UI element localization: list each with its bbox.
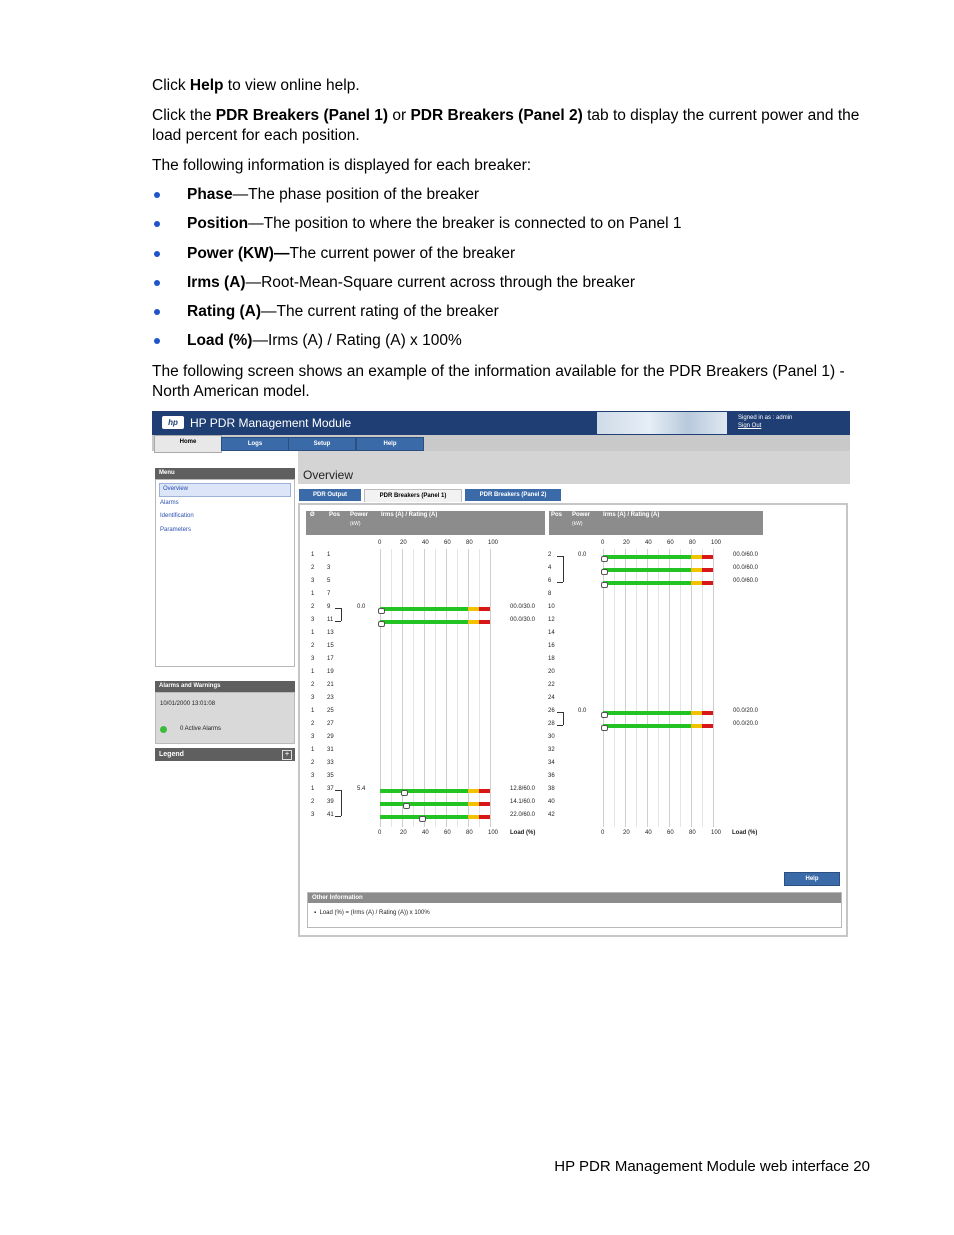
load-marker-icon <box>378 621 385 627</box>
load-bar-yellow <box>468 620 479 624</box>
irms-rating-value: 00.0/60.0 <box>733 578 759 585</box>
scale-tick: 40 <box>422 830 429 836</box>
tab-help[interactable]: Help <box>356 437 424 451</box>
pos-cell: 23 <box>327 695 334 702</box>
overview-bar <box>298 451 850 484</box>
gridline <box>380 549 381 827</box>
phase-cell: 1 <box>311 552 315 558</box>
load-label: Load (%) <box>732 830 758 836</box>
scale-tick: 100 <box>711 540 722 546</box>
menu-item-identification[interactable]: Identification <box>160 513 194 519</box>
scale-tick: 0 <box>378 830 382 836</box>
header-phase-left: Ø <box>310 512 315 518</box>
load-label: Load (%) <box>510 830 536 836</box>
menu-box <box>155 479 295 667</box>
header-pos-right: Pos <box>551 512 563 518</box>
scale-tick: 100 <box>711 830 722 836</box>
pos-cell: 3 <box>327 565 331 572</box>
tab-pdr-breakers-panel-1[interactable]: PDR Breakers (Panel 1) <box>364 489 462 502</box>
pos-cell: 37 <box>327 786 334 793</box>
pos-cell: 32 <box>548 747 555 754</box>
help-button[interactable]: Help <box>784 872 840 886</box>
header-irms-left: Irms (A) / Rating (A) <box>381 512 438 518</box>
irms-rating-value: 00.0/60.0 <box>733 565 759 572</box>
bullet-item: Rating (A)—The current rating of the breaker <box>152 302 872 331</box>
load-bar-yellow <box>468 607 479 611</box>
load-marker-icon <box>403 803 410 809</box>
irms-rating-value: 00.0/60.0 <box>733 552 759 558</box>
pos-cell: 22 <box>548 682 555 689</box>
phase-cell: 1 <box>311 591 315 598</box>
load-bar-red <box>479 815 490 819</box>
power-value: 0.0 <box>578 708 587 715</box>
phase-cell: 1 <box>311 786 315 793</box>
pos-cell: 6 <box>548 578 552 585</box>
other-info-header: Other Information <box>308 893 841 903</box>
pos-cell: 30 <box>548 734 555 741</box>
alarm-time: 10/01/2000 13:01:08 <box>160 701 216 707</box>
header-power-right: Power (kW) <box>572 512 591 527</box>
gridline <box>702 549 703 827</box>
phase-cell: 3 <box>311 578 315 585</box>
pos-cell: 20 <box>548 669 555 676</box>
group-bracket <box>335 608 341 609</box>
group-bracket <box>335 816 341 817</box>
pos-cell: 42 <box>548 812 555 819</box>
phase-cell: 2 <box>311 799 315 806</box>
menu-item-parameters[interactable]: Parameters <box>160 526 192 533</box>
scale-tick: 100 <box>488 830 499 836</box>
load-bar-yellow <box>691 581 702 585</box>
phase-cell: 1 <box>311 747 315 754</box>
phase-cell: 1 <box>311 708 315 715</box>
phase-cell: 3 <box>311 617 315 624</box>
gridline <box>603 549 604 827</box>
pos-cell: 40 <box>548 799 555 806</box>
legend-header[interactable]: Legend + <box>155 748 295 761</box>
alarms-header: Alarms and Warnings <box>155 681 295 692</box>
paragraph-info-intro: The following information is displayed for each breaker: <box>152 157 532 174</box>
load-bar-red <box>702 724 713 728</box>
header-power-left: Power (kW) <box>350 512 369 527</box>
pos-cell: 25 <box>327 708 334 715</box>
load-bar-red <box>479 607 490 611</box>
sign-out-link[interactable]: Sign Out <box>738 423 762 429</box>
pos-cell: 11 <box>327 617 334 624</box>
power-value: 5.4 <box>357 786 366 793</box>
app-title: HP PDR Management Module <box>190 416 352 430</box>
pos-cell: 16 <box>548 643 555 650</box>
scale-tick: 60 <box>444 830 451 836</box>
phase-cell: 3 <box>311 734 315 741</box>
power-value: 0.0 <box>357 604 366 611</box>
menu-item-alarms[interactable]: Alarms <box>160 499 179 506</box>
bullet-dot-icon <box>154 221 160 227</box>
pos-cell: 13 <box>327 630 334 637</box>
header-irms-right: Irms (A) / Rating (A) <box>603 512 660 518</box>
scale-tick: 40 <box>645 830 652 836</box>
active-alarms: 0 Active Alarms <box>180 726 222 732</box>
gridline <box>680 549 681 827</box>
load-bar-yellow <box>468 802 479 806</box>
pos-cell: 1 <box>327 552 331 558</box>
gridline <box>691 549 692 827</box>
load-bar-red <box>479 620 490 624</box>
group-bracket <box>557 556 563 557</box>
group-bracket <box>335 790 341 791</box>
bullet-item: Load (%)—Irms (A) / Rating (A) x 100% <box>152 331 872 360</box>
bullet-list <box>152 185 872 361</box>
gridline <box>490 549 491 827</box>
page-footer: HP PDR Management Module web interface 20 <box>554 1158 870 1175</box>
expand-icon[interactable]: + <box>282 750 292 760</box>
load-marker-icon <box>378 608 385 614</box>
load-bar-green <box>380 802 468 806</box>
group-bracket <box>341 790 342 816</box>
pos-cell: 7 <box>327 591 331 598</box>
bullet-dot-icon <box>154 309 160 315</box>
group-bracket <box>563 556 564 582</box>
bullet-item: Phase—The phase position of the breaker <box>152 185 872 214</box>
gridline <box>479 549 480 827</box>
irms-rating-value: 00.0/20.0 <box>733 721 759 728</box>
pos-cell: 27 <box>327 721 334 728</box>
tab-home[interactable]: Home <box>154 435 222 453</box>
load-marker-icon <box>401 790 408 796</box>
load-bar-green <box>603 555 691 559</box>
paragraph-breakers: Click the PDR Breakers (Panel 1) or PDR Breakers (Panel 2) tab to display the current power and the load percent for each position. <box>152 107 860 144</box>
scale-tick: 20 <box>623 830 630 836</box>
scale-tick: 80 <box>689 540 696 546</box>
load-bar-yellow <box>468 789 479 793</box>
phase-cell: 2 <box>311 565 315 572</box>
bullet-dot-icon <box>154 338 160 344</box>
paragraph-help: Click Help to view online help. <box>152 77 360 94</box>
scale-tick: 100 <box>488 540 499 546</box>
pos-cell: 24 <box>548 695 555 702</box>
scale-tick: 20 <box>623 540 630 546</box>
pos-cell: 41 <box>327 812 334 819</box>
pos-cell: 28 <box>548 721 555 728</box>
gridline <box>647 549 648 827</box>
gridline <box>457 549 458 827</box>
check-ok-icon <box>160 726 167 733</box>
phase-cell: 1 <box>311 669 315 676</box>
header-pos-left: Pos <box>329 512 341 518</box>
other-info-box <box>307 892 842 928</box>
scale-tick: 0 <box>601 830 605 836</box>
load-bar-yellow <box>691 555 702 559</box>
tab-logs[interactable]: Logs <box>221 437 289 451</box>
gridline <box>636 549 637 827</box>
gridline <box>424 549 425 827</box>
pdr-screenshot <box>152 411 850 939</box>
irms-rating-value: 00.0/30.0 <box>510 617 536 624</box>
pos-cell: 2 <box>548 552 552 558</box>
group-bracket <box>557 712 563 713</box>
load-bar-green <box>380 789 468 793</box>
header-image <box>597 412 727 434</box>
help-term: Help <box>189 77 224 94</box>
pos-cell: 12 <box>548 617 555 624</box>
load-bar-red <box>702 581 713 585</box>
pos-cell: 36 <box>548 773 555 780</box>
menu-item-overview[interactable]: Overview <box>159 483 291 497</box>
load-bar-red <box>702 711 713 715</box>
load-bar-yellow <box>468 815 479 819</box>
pos-cell: 33 <box>327 760 334 767</box>
bullet-dot-icon <box>154 280 160 286</box>
phase-cell: 3 <box>311 773 315 780</box>
bullet-item: Position—The position to where the breaker is connected to on Panel 1 <box>152 214 872 243</box>
pos-cell: 34 <box>548 760 555 767</box>
gridline <box>435 549 436 827</box>
load-bar-red <box>479 802 490 806</box>
bullet-dot-icon <box>154 251 160 257</box>
tab-pdr-output[interactable]: PDR Output <box>299 489 361 501</box>
pos-cell: 29 <box>327 734 334 741</box>
load-marker-icon <box>601 712 608 718</box>
app-header <box>152 411 850 435</box>
pos-cell: 8 <box>548 591 552 598</box>
load-bar-red <box>702 568 713 572</box>
scale-tick: 60 <box>667 540 674 546</box>
phase-cell: 2 <box>311 643 315 650</box>
power-value: 0.0 <box>578 552 587 558</box>
left-sidebar <box>155 468 295 761</box>
bullet-item: Irms (A)—Root-Mean-Square current across through the breaker <box>152 273 872 302</box>
phase-cell: 3 <box>311 812 315 819</box>
load-bar-yellow <box>691 724 702 728</box>
pos-cell: 10 <box>548 604 555 611</box>
load-marker-icon <box>601 725 608 731</box>
tab-pdr-breakers-panel-2[interactable]: PDR Breakers (Panel 2) <box>465 489 561 501</box>
scale-tick: 0 <box>378 540 382 546</box>
pos-cell: 15 <box>327 643 334 650</box>
scale-tick: 60 <box>667 830 674 836</box>
group-bracket <box>335 621 341 622</box>
scale-tick: 40 <box>645 540 652 546</box>
load-bar-red <box>479 789 490 793</box>
gridline <box>658 549 659 827</box>
scale-tick: 0 <box>601 540 605 546</box>
pos-cell: 39 <box>327 799 334 806</box>
scale-tick: 80 <box>689 830 696 836</box>
scale-tick: 80 <box>466 540 473 546</box>
pos-cell: 14 <box>548 630 555 637</box>
pos-cell: 18 <box>548 656 555 663</box>
gridline <box>402 549 403 827</box>
irms-rating-value: 00.0/30.0 <box>510 604 536 611</box>
irms-rating-value: 12.8/60.0 <box>510 786 536 793</box>
scale-tick: 20 <box>400 830 407 836</box>
gridline <box>468 549 469 827</box>
pos-cell: 21 <box>327 682 334 689</box>
irms-rating-value: 14.1/60.0 <box>510 799 536 806</box>
irms-rating-value: 22.0/60.0 <box>510 812 536 819</box>
group-bracket <box>557 725 563 726</box>
load-marker-icon <box>601 582 608 588</box>
gridline <box>625 549 626 827</box>
load-bar-green <box>603 581 691 585</box>
scale-tick: 40 <box>422 540 429 546</box>
pos-cell: 38 <box>548 786 555 793</box>
load-bar-yellow <box>691 711 702 715</box>
other-info-text: ▪ Load (%) = (Irms (A) / Rating (A)) x 100% <box>314 910 430 916</box>
group-bracket <box>557 582 563 583</box>
scale-tick: 20 <box>400 540 407 546</box>
gridline <box>669 549 670 827</box>
pos-cell: 31 <box>327 747 334 754</box>
phase-cell: 2 <box>311 682 315 689</box>
tab-setup[interactable]: Setup <box>288 437 356 451</box>
phase-cell: 2 <box>311 721 315 728</box>
gridline <box>446 549 447 827</box>
load-marker-icon <box>601 556 608 562</box>
alarms-box <box>155 692 295 744</box>
pos-cell: 5 <box>327 578 331 585</box>
pos-cell: 26 <box>548 708 555 715</box>
group-bracket <box>563 712 564 725</box>
phase-cell: 2 <box>311 604 315 611</box>
load-marker-icon <box>601 569 608 575</box>
load-marker-icon <box>419 816 426 822</box>
paragraph-screen-intro: The following screen shows an example of the information available for the PDR Breakers (Panel 1) - North American model. <box>152 363 845 400</box>
group-bracket <box>341 608 342 621</box>
gridline <box>614 549 615 827</box>
pos-cell: 35 <box>327 773 334 780</box>
menu-header: Menu <box>155 468 295 479</box>
load-bar-yellow <box>691 568 702 572</box>
gridline <box>391 549 392 827</box>
gridline <box>413 549 414 827</box>
pos-cell: 4 <box>548 565 552 572</box>
scale-tick: 80 <box>466 830 473 836</box>
bullet-item: Power (KW)—The current power of the breaker <box>152 244 872 273</box>
load-bar-green <box>603 711 691 715</box>
load-bar-green <box>603 724 691 728</box>
pos-cell: 19 <box>327 669 334 676</box>
phase-cell: 2 <box>311 760 315 767</box>
hp-logo-icon: hp <box>162 416 184 429</box>
phase-cell: 3 <box>311 695 315 702</box>
phase-cell: 1 <box>311 630 315 637</box>
scale-tick: 60 <box>444 540 451 546</box>
bullet-dot-icon <box>154 192 160 198</box>
load-bar-red <box>702 555 713 559</box>
phase-cell: 3 <box>311 656 315 663</box>
irms-rating-value: 00.0/20.0 <box>733 708 759 715</box>
gridline <box>713 549 714 827</box>
page-title: Overview <box>303 468 354 482</box>
signed-in-info: Signed in as : admin Sign Out <box>738 415 793 429</box>
pos-cell: 9 <box>327 604 331 611</box>
load-bar-green <box>380 607 468 611</box>
load-bar-green <box>380 620 468 624</box>
pos-cell: 17 <box>327 656 334 663</box>
load-bar-green <box>603 568 691 572</box>
